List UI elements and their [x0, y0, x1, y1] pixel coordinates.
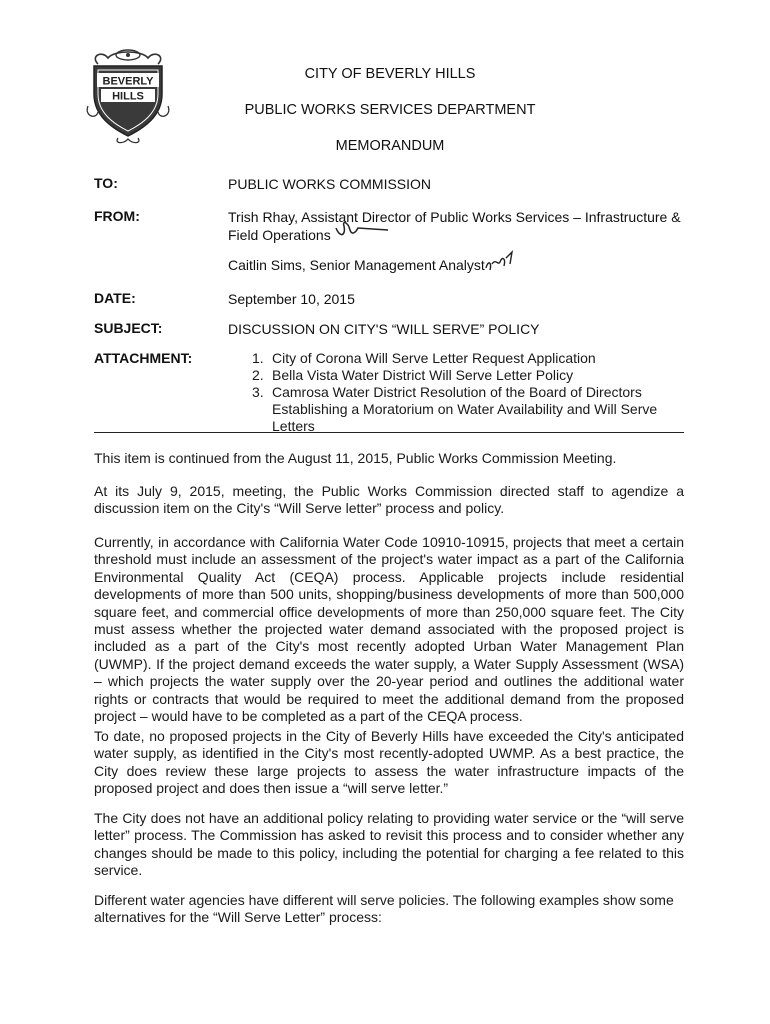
attachment-number: 2.: [252, 367, 264, 383]
attachment-number: 1.: [252, 350, 264, 366]
paragraph-alternatives: Different water agencies have different will serve policies. The following examples show some alternatives for the “Will Serve Letter” process:: [94, 892, 674, 926]
attachment-text: Camrosa Water District Resolution of the Board of Directors Establishing a Moratorium on Water Availability and Will Serve Letters: [272, 384, 658, 434]
attachment-text: Bella Vista Water District Will Serve Letter Policy: [272, 367, 574, 383]
attachment-label: ATTACHMENT:: [94, 350, 193, 366]
paragraph-ceqa: Currently, in accordance with California Water Code 10910-10915, projects that meet a certain threshold must include an assessment of the project's water impact as a part of the California Environmental Quality Act (CEQA) process. Applicable projects include residential developments of more than 500 units, shopping/business developments of more than 500,000 square feet, and commercial office developments of more than 250,000 square feet. The City must assess whether the projected water demand associated with the proposed project is included as a part of the City's most recently adopted Urban Water Management Plan (UWMP). If the project demand exceeds the water supply, a Water Supply Assessment (WSA) – which projects the water supply over the 20-year period and outlines the additional water rights or contracts that would be required to meet the additional demand from the proposed project – would have to be completed as a part of the CEQA process.: [94, 534, 684, 725]
attachment-list: [252, 350, 682, 435]
to-value: PUBLIC WORKS COMMISSION: [228, 176, 432, 192]
date-label: DATE:: [94, 290, 136, 306]
from-value-1: Trish Rhay, Assistant Director of Public Works Services – Infrastructure &: [228, 209, 681, 225]
from-value-2: Caitlin Sims, Senior Management Analyst: [228, 257, 485, 273]
logo-text-beverly: BEVERLY: [102, 75, 154, 88]
signature-trish-rhay-icon: [332, 218, 392, 242]
attachment-item: [252, 367, 682, 384]
subject-label: SUBJECT:: [94, 320, 163, 336]
header-divider: [94, 432, 684, 433]
to-label: TO:: [94, 175, 118, 191]
subject-value: DISCUSSION ON CITY'S “WILL SERVE” POLICY: [228, 321, 540, 337]
attachment-item: [252, 350, 682, 367]
beverly-hills-shield-crest-icon: [84, 46, 172, 144]
from-value-1b: Field Operations: [228, 227, 331, 243]
header-memorandum: MEMORANDUM: [335, 138, 445, 154]
attachment-number: 3.: [252, 384, 264, 400]
initials-signature-icon: [482, 248, 518, 274]
attachment-item: [252, 384, 682, 435]
from-label: FROM:: [94, 208, 140, 224]
paragraph-to-date: To date, no proposed projects in the City of Beverly Hills have exceeded the City's anticipated water supply, as identified in the City's most recently-adopted UWMP. As a best practice, the City does review these large projects to assess the water infrastructure impacts of the proposed project and does then issue a “will serve letter.”: [94, 728, 684, 797]
header-city-name: CITY OF BEVERLY HILLS: [304, 66, 476, 82]
date-value: September 10, 2015: [228, 291, 355, 307]
paragraph-policy: The City does not have an additional policy relating to providing water service or the “will serve letter” process. The Commission has asked to revisit this process and to consider whether any changes should be made to this policy, including the potential for charging a fee related to this service.: [94, 810, 684, 879]
paragraph-directive: At its July 9, 2015, meeting, the Public Works Commission directed staff to agendize a discussion item on the City's “Will Serve letter” process and policy.: [94, 483, 684, 517]
logo-text-hills: HILLS: [112, 90, 144, 103]
header-department: PUBLIC WORKS SERVICES DEPARTMENT: [244, 102, 536, 118]
attachment-text: City of Corona Will Serve Letter Request Application: [272, 350, 596, 366]
paragraph-continued: This item is continued from the August 11, 2015, Public Works Commission Meeting.: [94, 450, 617, 466]
